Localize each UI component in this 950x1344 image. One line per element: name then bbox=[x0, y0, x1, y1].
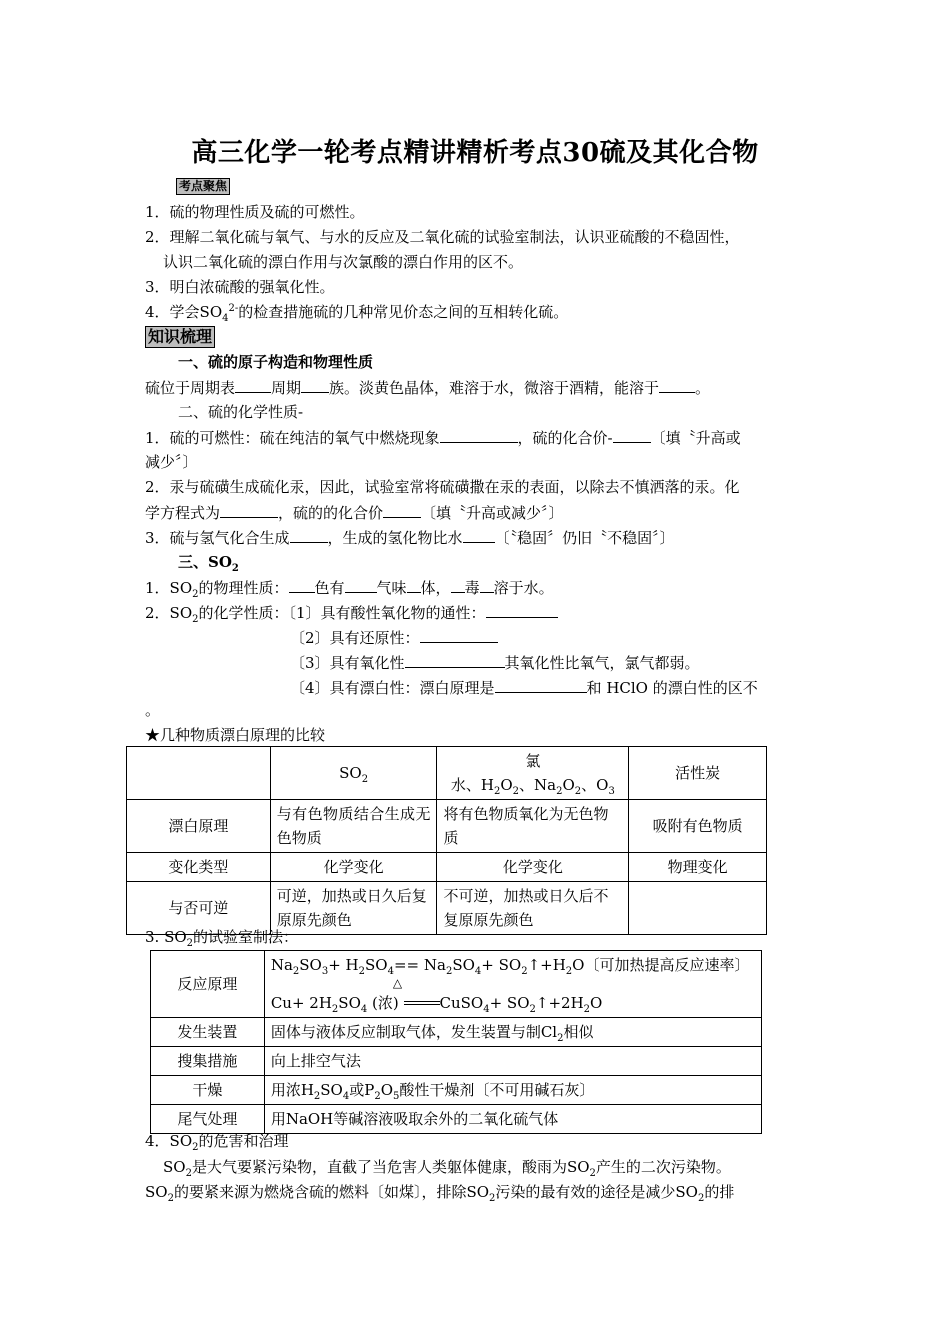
compare-title: ★几种物质漂白原理的比较 bbox=[145, 726, 326, 744]
heat-symbol: △ bbox=[392, 976, 403, 990]
harm-title: 4．$SO_2$的危害和治理 bbox=[145, 1132, 289, 1153]
table-cell: 化学变化 bbox=[437, 853, 629, 882]
table-cell bbox=[629, 882, 767, 935]
table-cell: 向上排空气法 bbox=[264, 1047, 761, 1076]
table-cell: 与否可逆 bbox=[127, 882, 271, 935]
section3-heading: 三、$SO_2$ bbox=[178, 553, 239, 574]
section2-line2: 2．汞与硫磺生成硫化汞，因此，试验室常将硫磺撒在汞的表面，以除去不慎洒落的汞。化 bbox=[145, 478, 740, 496]
lab-equation-2: $Cu+ 2H_2SO_4$ (浓) △ CuSO$_4$+ $SO_2↑+2H_2O$ bbox=[270, 976, 603, 1015]
harm-paragraph-2: $SO_2$的要紧来源为燃烧含硫的燃料〔如煤〕，排除$SO_2$污染的最有效的途径是减少$SO_2$的排 bbox=[145, 1183, 735, 1204]
compare-table bbox=[126, 746, 767, 935]
focus-tag: 考点聚焦 bbox=[176, 178, 230, 195]
focus-item-2: 2．理解二氧化硫与氧气、与水的反应及二氧化硫的试验室制法，认识亚硫酸的不稳固性， bbox=[145, 228, 740, 246]
focus-item-2-cont: 认识二氧化硫的漂白作用与次氯酸的漂白作用的区不。 bbox=[163, 253, 524, 271]
table-cell: 搜集措施 bbox=[151, 1047, 265, 1076]
focus-item-1: 1．硫的物理性质及硫的可燃性。 bbox=[145, 203, 365, 221]
table-cell: 干燥 bbox=[151, 1076, 265, 1105]
equal-bar bbox=[404, 1001, 440, 1005]
table-cell: 变化类型 bbox=[127, 853, 271, 882]
so2-chemical-4: 〔4〕具有漂白性：漂白原理是 和 HClO 的漂白性的区不 bbox=[290, 679, 758, 697]
lab-table bbox=[150, 950, 762, 1134]
table-cell: 不可逆，加热或日久后不复原原先颜色 bbox=[437, 882, 629, 935]
table-cell: 吸附有色物质 bbox=[629, 800, 767, 853]
so2-chemical-4-cont: 。 bbox=[145, 701, 161, 719]
focus-item-4: 4．学会$SO_4^{2-}$的检查措施硫的几种常见价态之间的互相转化硫。 bbox=[145, 303, 569, 324]
table-cell bbox=[264, 951, 761, 1018]
table-cell: 漂白原理 bbox=[127, 800, 271, 853]
knowledge-tag: 知识梳理 bbox=[145, 326, 215, 348]
table-cell: 物理变化 bbox=[629, 853, 767, 882]
so2-chemical-1: 2．$SO_2$的化学性质：〔1〕具有酸性氧化物的通性： bbox=[145, 602, 558, 623]
section2-line3: 3．硫与氢气化合生成 ，生成的氢化物比水 〔〝稳固〞仍旧〝不稳固〞〕 bbox=[145, 529, 675, 547]
table-cell: 化学变化 bbox=[270, 853, 437, 882]
table-cell: 将有色物质氧化为无色物质 bbox=[437, 800, 629, 853]
table-cell: 尾气处理 bbox=[151, 1105, 265, 1134]
focus-item-3: 3．明白浓硫酸的强氧化性。 bbox=[145, 278, 335, 296]
table-row bbox=[151, 1105, 762, 1134]
harm-paragraph-1: $SO_2$是大气要紧污染物，直截了当危害人类躯体健康，酸雨为$SO_2$产生的二次污染物。 bbox=[163, 1158, 731, 1179]
lab-title: 3. $SO_2$的试验室制法： bbox=[145, 928, 299, 949]
table-row bbox=[151, 1047, 762, 1076]
table-row bbox=[151, 1018, 762, 1047]
lab-equation-1: $Na_2SO_3+ H_2SO_4== Na_2SO_4+$ $SO_2↑+H_2O$〔可加热提高反应速率〕 bbox=[270, 956, 750, 977]
so2-chemical-2: 〔2〕具有还原性： bbox=[290, 627, 498, 648]
table-cell: 可逆，加热或日久后复原原先颜色 bbox=[270, 882, 437, 935]
section1-heading: 一、硫的原子构造和物理性质 bbox=[178, 353, 374, 371]
table-cell: 固体与液体反应制取气体，发生装置与制$Cl_2$相似 bbox=[264, 1018, 761, 1047]
table-cell: 与有色物质结合生成无色物质 bbox=[270, 800, 437, 853]
table-cell: 氯 水、$H_2O_2$、$Na_2O_2$、$O_3$ bbox=[437, 747, 629, 800]
table-cell: 用NaOH等碱溶液吸取余外的二氧化硫气体 bbox=[264, 1105, 761, 1134]
section2-line1-cont: 减少〞〕 bbox=[145, 453, 198, 471]
table-row bbox=[127, 747, 767, 800]
table-cell: 用浓$H_2SO_4$或$P_2O_5$酸性干燥剂〔不可用碱石灰〕 bbox=[264, 1076, 761, 1105]
so2-chemical-3: 〔3〕具有氧化性 其氧化性比氧气，氯气都弱。 bbox=[290, 654, 700, 672]
table-cell bbox=[127, 747, 271, 800]
section2-line2-cont: 学方程式为 ，硫的的化合价 〔填〝升高或减少〞〕 bbox=[145, 504, 564, 522]
table-row bbox=[127, 800, 767, 853]
section2-heading: 二、硫的化学性质- bbox=[178, 403, 304, 421]
page-title: 高三化学一轮考点精讲精析考点30硫及其化合物 bbox=[191, 138, 759, 168]
so2-physical: 1．$SO_2$的物理性质： 色有 气味 体， 毒 溶于水。 bbox=[145, 579, 554, 600]
table-row bbox=[151, 951, 762, 1018]
section1-line: 硫位于周期表 周期 族。淡黄色晶体，难溶于水，微溶于酒精，能溶于 。 bbox=[145, 379, 711, 397]
table-cell: $SO_2$ bbox=[270, 747, 437, 800]
table-cell: 反应原理 bbox=[151, 951, 265, 1018]
table-cell: 发生装置 bbox=[151, 1018, 265, 1047]
section2-line1: 1．硫的可燃性：硫在纯洁的氧气中燃烧现象 ，硫的化合价- 〔填〝升高或 bbox=[145, 429, 741, 447]
table-cell: 活性炭 bbox=[629, 747, 767, 800]
table-row bbox=[151, 1076, 762, 1105]
table-row bbox=[127, 853, 767, 882]
